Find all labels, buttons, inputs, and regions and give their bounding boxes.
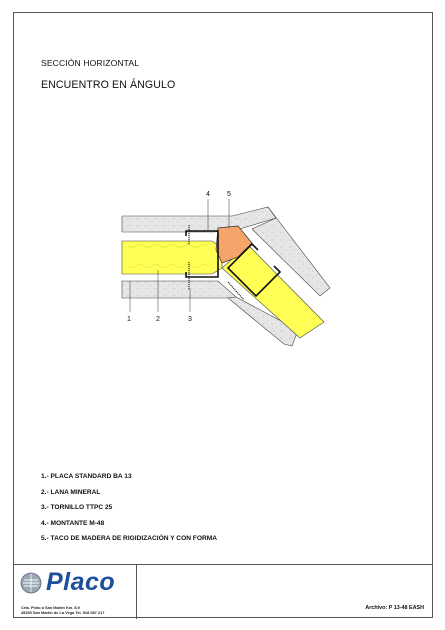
callout-1: 1 [127,316,131,323]
address-line: Crta. Pinto a San Martín Km. 8,9 [21,605,80,610]
legend-item: 3.- TORNILLO TTPC 25 [41,504,113,511]
legend-item: 2.- LANA MINERAL [41,488,101,496]
address-line: 28330 San Martín de La Vega Tel. 918 087 217 [21,610,105,615]
section-title: SECCIÓN HORIZONTAL [41,58,140,68]
callout-4: 4 [206,191,210,198]
company-address [21,605,104,615]
legend-item: 1.- PLACA STANDARD BA 13 [41,473,132,480]
mineral-wool-horizontal [122,241,222,274]
title-block-divider [136,565,137,619]
placo-logo-icon [20,572,42,594]
inner-board-horizontal [122,281,236,298]
title-block [13,564,433,618]
legend-item: 4.- MONTANTE M-48 [41,519,105,527]
callout-5: 5 [227,191,231,198]
archive-code: Archivo: P 13-48 EASH [365,605,424,611]
legend-list [41,473,217,551]
outer-board [122,207,276,232]
callout-3: 3 [188,316,192,323]
detail-title: ENCUENTRO EN ÁNGULO [41,79,176,91]
brand-logo-text: Placo [46,568,116,596]
legend-item: 5.- TACO DE MADERA DE RIGIDIZACIÓN Y CON FORMA [41,535,217,542]
callout-2: 2 [156,316,160,323]
